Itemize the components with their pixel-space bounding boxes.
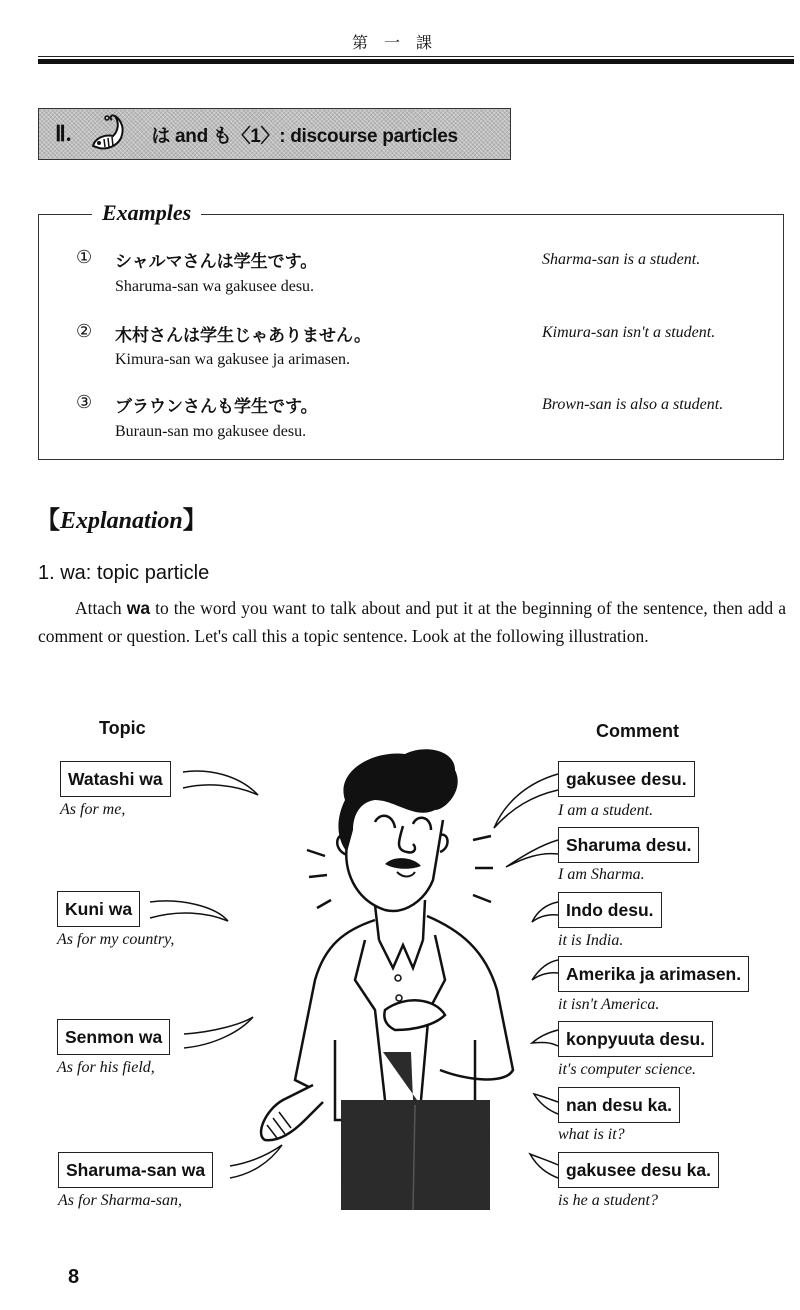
example-english: Brown-san is also a student. xyxy=(542,396,724,413)
comment-gloss: I am Sharma. xyxy=(558,866,645,883)
comment-gloss: it's computer science. xyxy=(558,1061,697,1078)
example-number: ② xyxy=(76,321,93,342)
comment-header: Comment xyxy=(596,721,680,741)
comment-gloss: it is India. xyxy=(558,932,624,949)
example-romaji: Kimura-san wa gakusee ja arimasen. xyxy=(115,351,351,368)
comment-bubble: Indo desu. xyxy=(558,892,662,928)
example-romaji: Buraun-san mo gakusee desu. xyxy=(115,423,307,440)
comment-tails xyxy=(494,774,558,1178)
comment-gloss: it isn't America. xyxy=(558,996,660,1013)
comment-bubble: nan desu ka. xyxy=(558,1087,680,1123)
running-head: 第一課 xyxy=(351,33,448,52)
topic-gloss: As for his field, xyxy=(57,1059,155,1076)
topic-header: Topic xyxy=(99,718,146,738)
topic-tails xyxy=(150,771,282,1178)
topic-gloss: As for Sharma-san, xyxy=(58,1192,183,1209)
comment-bubble: Amerika ja arimasen. xyxy=(558,956,749,992)
topic-gloss: As for me, xyxy=(60,801,126,818)
bracket-open: 【 xyxy=(36,508,60,534)
comment-bubble: Sharuma desu. xyxy=(558,827,699,863)
para-text: to the word you want to talk about and put it at the beginning of the sentence, then add a comment or question. Let's call this a topic sentence. Look at the following illustration. xyxy=(38,598,786,646)
topic-bubble: Sharuma-san wa xyxy=(58,1152,213,1188)
comment-gloss: what is it? xyxy=(558,1126,625,1143)
example-number: ① xyxy=(76,247,93,268)
explanation-title: Explanation xyxy=(60,508,183,534)
example-number: ③ xyxy=(76,392,93,413)
section-number: Ⅱ. xyxy=(55,121,72,146)
topic-bubble: Senmon wa xyxy=(57,1019,170,1055)
comment-gloss: I am a student. xyxy=(558,802,654,819)
example-romaji: Sharuma-san wa gakusee desu. xyxy=(115,278,315,295)
subheading: 1. wa: topic particle xyxy=(38,562,210,584)
topic-gloss: As for my country, xyxy=(57,931,175,948)
para-bold-term: wa xyxy=(126,598,151,618)
comment-bubble: gakusee desu. xyxy=(558,761,695,797)
section-title: は and も〈1〉: discourse particles xyxy=(151,125,458,147)
comment-bubble: gakusee desu ka. xyxy=(558,1152,719,1188)
example-japanese: ブラウンさんも学生です。 xyxy=(115,397,318,417)
page-number: 8 xyxy=(68,1266,80,1288)
comment-gloss: is he a student? xyxy=(558,1192,658,1209)
example-english: Sharma-san is a student. xyxy=(542,251,701,268)
topic-bubble: Watashi wa xyxy=(60,761,171,797)
example-japanese: 木村さんは学生じゃありません。 xyxy=(115,326,372,346)
topic-bubble: Kuni wa xyxy=(57,891,140,927)
example-japanese: シャルマさんは学生です。 xyxy=(115,252,318,272)
comment-bubble: konpyuuta desu. xyxy=(558,1021,713,1057)
example-english: Kimura-san isn't a student. xyxy=(542,324,716,341)
examples-title: Examples xyxy=(92,200,201,226)
para-text: Attach xyxy=(75,598,127,618)
bracket-close: 】 xyxy=(182,508,207,534)
